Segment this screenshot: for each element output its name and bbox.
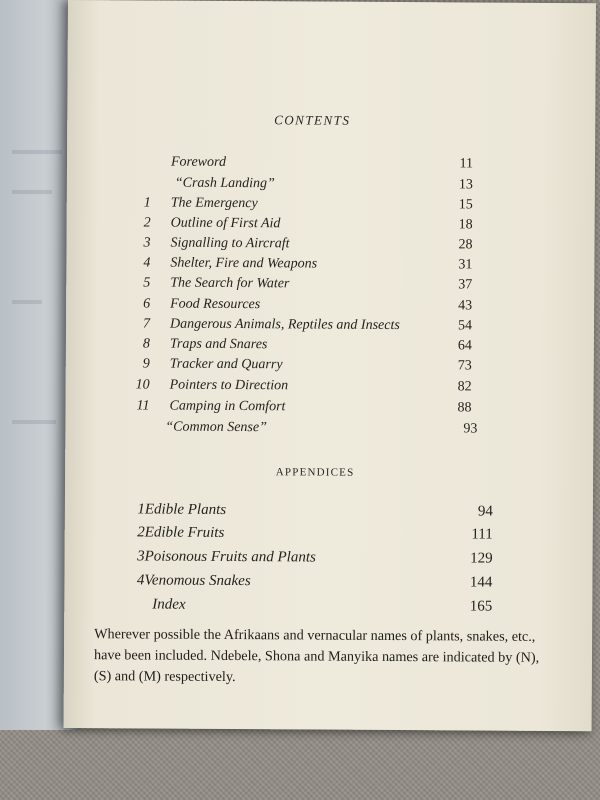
chapter-number: 9 (142, 356, 150, 372)
appendix-entry (64, 572, 592, 595)
appendix-entry (65, 501, 593, 524)
page-number: 37 (458, 277, 473, 293)
appendix-number: 2 (137, 524, 145, 541)
page-number: 64 (457, 338, 472, 354)
page-number: 15 (458, 197, 473, 213)
chapter-number: 5 (143, 275, 151, 291)
appendix-number: 3 (137, 548, 145, 565)
bleed-through-mark (12, 150, 62, 154)
appendix-entry (64, 596, 592, 619)
chapter-number: 7 (142, 316, 151, 332)
page-number: 31 (458, 257, 473, 273)
chapter-title: The Search for Water (170, 275, 290, 292)
appendix-number: 1 (137, 501, 145, 518)
book-page (64, 0, 596, 731)
chapter-number: 2 (143, 215, 151, 231)
chapter-number: 3 (143, 235, 151, 251)
appendices-title: APPENDICES (275, 466, 355, 479)
page-number: 28 (458, 237, 473, 253)
appendix-title: Index (152, 596, 186, 613)
page-number: 129 (470, 550, 493, 567)
appendix-number: 4 (136, 572, 145, 589)
appendix-title: Venomous Snakes (144, 572, 251, 590)
chapter-title: Tracker and Quarry (169, 356, 283, 373)
bleed-through-mark (12, 190, 52, 194)
chapter-title: The Emergency (170, 195, 258, 212)
bleed-through-mark (12, 300, 42, 304)
contents-entry (67, 154, 595, 177)
page-number: 94 (477, 503, 493, 520)
page-number: 82 (457, 379, 472, 395)
page-number: 73 (457, 358, 472, 374)
chapter-title: “Common Sense” (165, 419, 267, 436)
appendix-entry (65, 524, 593, 547)
appendix-title: Edible Plants (144, 501, 227, 518)
chapter-title: Shelter, Fire and Weapons (170, 255, 318, 272)
chapter-number: 1 (143, 195, 151, 211)
contents-entry (66, 275, 594, 298)
page-number: 111 (471, 526, 493, 543)
chapter-title: Dangerous Animals, Reptiles and Insects (169, 316, 400, 334)
chapter-title: Camping in Comfort (169, 398, 286, 415)
chapter-number: 4 (143, 255, 151, 271)
bleed-through-mark (12, 420, 56, 424)
page-number: 88 (457, 400, 472, 416)
page-number: 93 (463, 421, 478, 437)
chapter-title: Food Resources (170, 296, 261, 313)
chapter-number: 6 (143, 296, 151, 312)
contents-entry (66, 356, 594, 379)
chapter-number: 8 (142, 336, 150, 352)
page-number: 144 (469, 574, 493, 591)
page-number: 43 (458, 298, 473, 314)
page-number: 18 (458, 217, 473, 233)
page-number: 13 (458, 177, 473, 193)
chapter-title: Foreword (170, 154, 227, 170)
appendix-title: Edible Fruits (144, 524, 225, 541)
chapter-title: Traps and Snares (169, 336, 268, 353)
chapter-number: 11 (136, 398, 150, 414)
appendix-title: Poisonous Fruits and Plants (144, 548, 316, 566)
contents-title: CONTENTS (274, 112, 351, 128)
footnote-paragraph: Wherever possible the Afrikaans and vernacular names of plants, snakes, etc., have been included. Ndebele, Shona and Manyika names are indicated by (N), (S) and (M) respectively. (93, 626, 540, 686)
chapter-title: Pointers to Direction (169, 377, 289, 394)
page-number: 11 (459, 156, 474, 172)
chapter-number: 10 (135, 377, 150, 393)
page-number: 165 (469, 598, 493, 615)
contents-entry (66, 377, 594, 400)
page-number: 54 (457, 318, 473, 334)
appendix-entry (65, 548, 593, 571)
chapter-title: Signalling to Aircraft (170, 235, 290, 252)
contents-entry (65, 419, 593, 442)
contents-entry (65, 398, 593, 421)
chapter-title: “Crash Landing” (174, 175, 275, 192)
chapter-title: Outline of First Aid (170, 215, 281, 232)
